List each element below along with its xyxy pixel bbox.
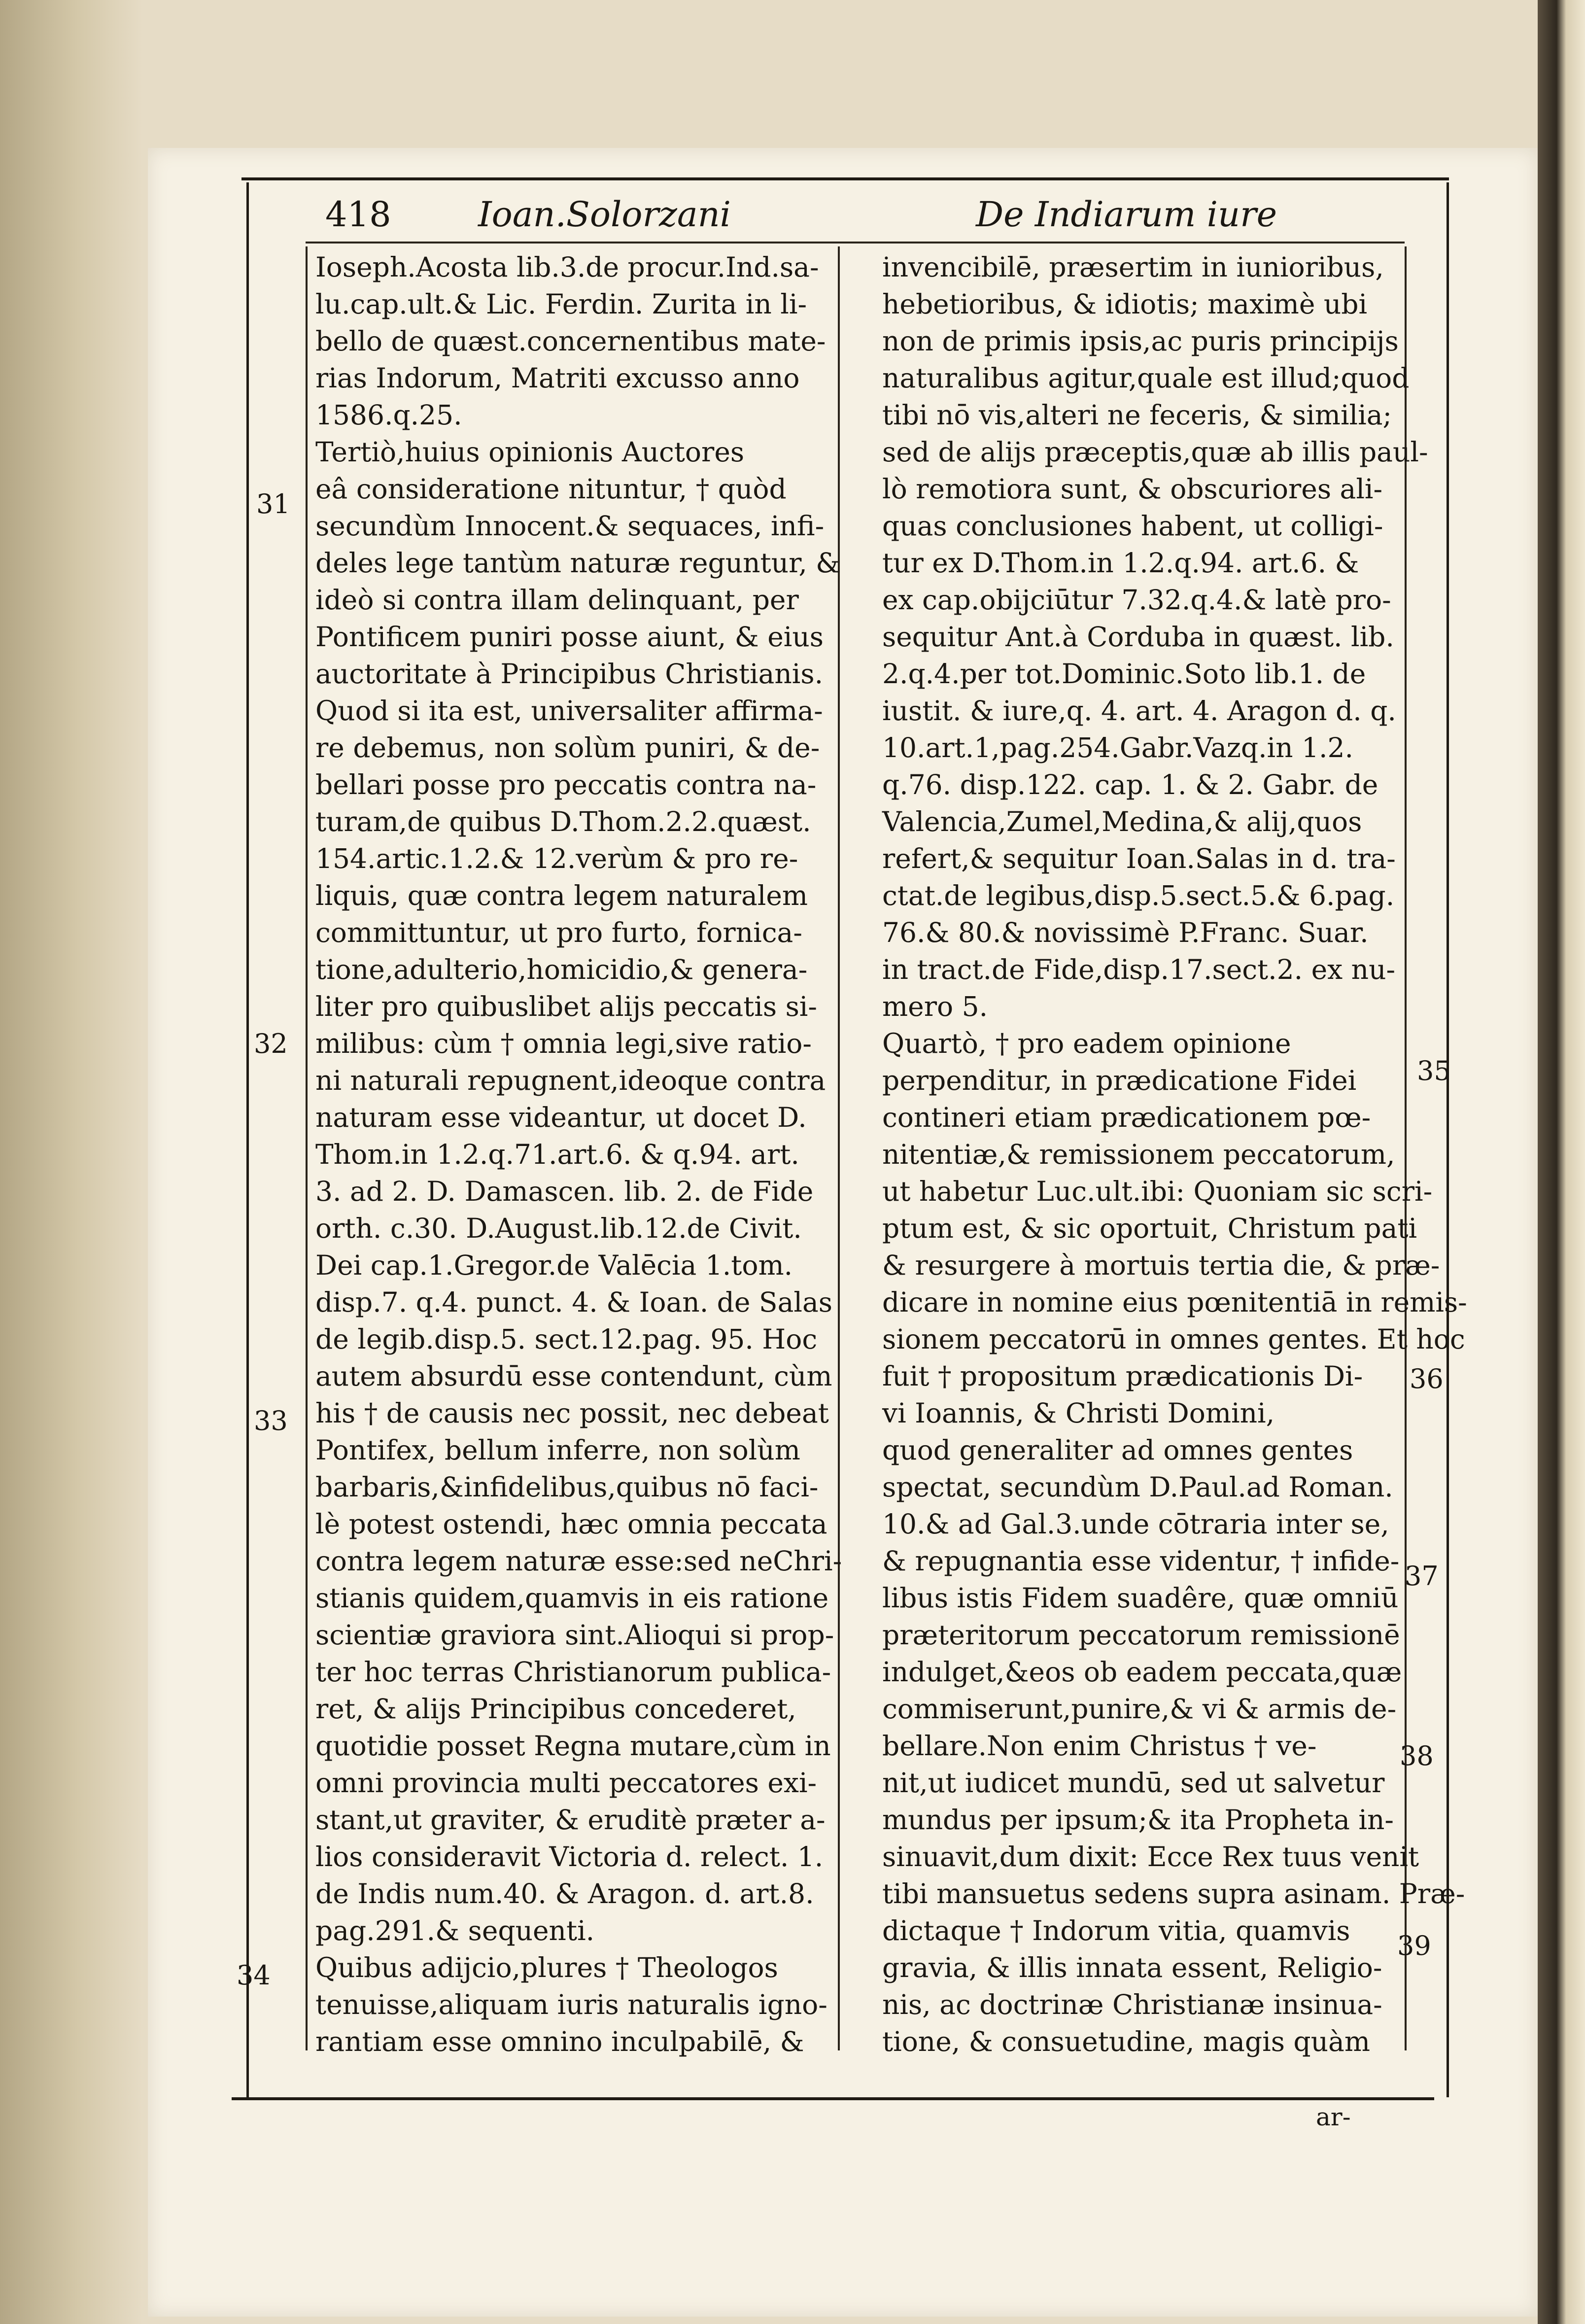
text-line: & repugnantia esse videntur, † infide- bbox=[882, 1545, 1400, 1577]
text-line: ter hoc terras Christianorum publica- bbox=[315, 1656, 831, 1688]
text-line: indulget,&eos ob eadem peccata,quæ bbox=[882, 1656, 1402, 1688]
text-line: 2.q.4.per tot.Dominic.Soto lib.1. de bbox=[882, 658, 1366, 690]
text-line: auctoritate à Principibus Christianis. bbox=[315, 658, 824, 690]
text-line: scientiæ graviora sint.Alioqui si prop- bbox=[315, 1619, 834, 1651]
facing-page-edge bbox=[1538, 0, 1585, 2324]
text-line: non de primis ipsis,ac puris principijs bbox=[882, 325, 1399, 357]
text-line: tibi nō vis,alteri ne feceris, & similia; bbox=[882, 399, 1392, 431]
text-line: dictaque † Indorum vitia, quamvis bbox=[882, 1915, 1350, 1946]
text-line: tur ex D.Thom.in 1.2.q.94. art.6. & bbox=[882, 547, 1359, 579]
text-line: ret, & alijs Principibus concederet, bbox=[315, 1693, 796, 1725]
margin-number: 39 bbox=[1397, 1930, 1431, 1961]
margin-number: 35 bbox=[1417, 1055, 1451, 1086]
margin-number: 36 bbox=[1410, 1363, 1444, 1394]
text-line: lios consideravit Victoria d. relect. 1. bbox=[315, 1841, 824, 1873]
text-line: bello de quæst.concernentibus mate- bbox=[315, 325, 826, 357]
text-line: Quibus adijcio,plures † Theologos bbox=[315, 1952, 778, 1983]
frame-rule-right bbox=[1447, 182, 1449, 2097]
text-line: stant,ut graviter, & eruditè præter a- bbox=[315, 1804, 826, 1836]
text-line: rantiam esse omnino inculpabilē, & bbox=[315, 2026, 804, 2057]
text-line: Ioseph.Acosta lib.3.de procur.Ind.sa- bbox=[315, 251, 819, 283]
page-number: 418 bbox=[325, 194, 391, 235]
margin-number: 33 bbox=[254, 1405, 288, 1436]
frame-rule-bottom bbox=[232, 2097, 1434, 2100]
text-line: iustit. & iure,q. 4. art. 4. Aragon d. q. bbox=[882, 695, 1396, 727]
text-line: Dei cap.1.Gregor.de Valēcia 1.tom. bbox=[315, 1249, 793, 1281]
text-line: vi Ioannis, & Christi Domini, bbox=[882, 1397, 1275, 1429]
text-line: tenuisse,aliquam iuris naturalis igno- bbox=[315, 1989, 827, 2020]
text-line: tione, & consuetudine, magis quàm bbox=[882, 2026, 1370, 2057]
text-line: Valencia,Zumel,Medina,& alij,quos bbox=[882, 806, 1362, 837]
text-line: 1586.q.25. bbox=[315, 399, 462, 431]
text-line: 10.art.1,pag.254.Gabr.Vazq.in 1.2. bbox=[882, 732, 1354, 763]
text-line: naturalibus agitur,quale est illud;quod bbox=[882, 362, 1410, 394]
text-line: omni provincia multi peccatores exi- bbox=[315, 1767, 817, 1799]
text-line: quotidie posset Regna mutare,cùm in bbox=[315, 1730, 831, 1762]
header-rule bbox=[306, 242, 1405, 243]
frame-rule-top bbox=[241, 177, 1449, 180]
margin-number: 32 bbox=[254, 1028, 288, 1059]
text-line: Pontifex, bellum inferre, non solùm bbox=[315, 1434, 800, 1466]
text-line: de Indis num.40. & Aragon. d. art.8. bbox=[315, 1878, 814, 1909]
text-line: disp.7. q.4. punct. 4. & Ioan. de Salas bbox=[315, 1286, 832, 1318]
text-line: refert,& sequitur Ioan.Salas in d. tra- bbox=[882, 843, 1396, 874]
text-line: ut habetur Luc.ult.ibi: Quoniam sic scri- bbox=[882, 1176, 1433, 1207]
text-line: Tertiò,huius opinionis Auctores bbox=[315, 436, 745, 468]
text-line: ni naturali repugnent,ideoque contra bbox=[315, 1065, 826, 1096]
text-line: & resurgere à mortuis tertia die, & præ- bbox=[882, 1249, 1440, 1281]
text-line: pag.291.& sequenti. bbox=[315, 1915, 595, 1946]
text-line: bellare.Non enim Christus † ve- bbox=[882, 1730, 1317, 1762]
text-line: ex cap.obijciūtur 7.32.q.4.& latè pro- bbox=[882, 584, 1391, 616]
text-line: secundùm Innocent.& sequaces, infi- bbox=[315, 510, 825, 542]
margin-number: 38 bbox=[1400, 1740, 1434, 1771]
text-line: stianis quidem,quamvis in eis ratione bbox=[315, 1582, 829, 1614]
text-line: quod generaliter ad omnes gentes bbox=[882, 1434, 1353, 1466]
text-line: dicare in nomine eius pœnitentiā in remis- bbox=[882, 1286, 1467, 1318]
text-line: quas conclusiones habent, ut colligi- bbox=[882, 510, 1383, 542]
text-line: turam,de quibus D.Thom.2.2.quæst. bbox=[315, 806, 811, 837]
text-line: ptum est, & sic oportuit, Christum pati bbox=[882, 1213, 1417, 1244]
running-head-author: Ioan.Solorzani bbox=[478, 194, 731, 235]
text-line: nitentiæ,& remissionem peccatorum, bbox=[882, 1139, 1395, 1170]
text-line: commiserunt,punire,& vi & armis de- bbox=[882, 1693, 1397, 1725]
text-line: deles lege tantùm naturæ reguntur, & bbox=[315, 547, 840, 579]
text-line: mundus per ipsum;& ita Propheta in- bbox=[882, 1804, 1394, 1836]
text-line: rias Indorum, Matriti excusso anno bbox=[315, 362, 800, 394]
left-text-column bbox=[315, 249, 842, 2060]
text-line: sionem peccatorū in omnes gentes. Et hoc bbox=[882, 1323, 1465, 1355]
text-line: invencibilē, præsertim in iunioribus, bbox=[882, 251, 1384, 283]
text-line: perpenditur, in prædicatione Fidei bbox=[882, 1065, 1357, 1096]
frame-rule-left bbox=[246, 182, 249, 2097]
text-line: ctat.de legibus,disp.5.sect.5.& 6.pag. bbox=[882, 880, 1395, 911]
text-line: eâ consideratione nituntur, † quòd bbox=[315, 473, 787, 505]
margin-number: 31 bbox=[256, 488, 290, 520]
book-gutter-shadow bbox=[0, 0, 143, 2324]
text-line: lu.cap.ult.& Lic. Ferdin. Zurita in li- bbox=[315, 288, 807, 320]
text-line: liquis, quæ contra legem naturalem bbox=[315, 880, 808, 911]
text-line: 76.& 80.& novissimè P.Franc. Suar. bbox=[882, 917, 1369, 948]
text-line: naturam esse videantur, ut docet D. bbox=[315, 1102, 807, 1133]
text-line: 3. ad 2. D. Damascen. lib. 2. de Fide bbox=[315, 1176, 814, 1207]
text-line: de legib.disp.5. sect.12.pag. 95. Hoc bbox=[315, 1323, 818, 1355]
text-line: bellari posse pro peccatis contra na- bbox=[315, 769, 817, 800]
catchword: ar- bbox=[1316, 2103, 1351, 2131]
text-line: Pontificem puniri posse aiunt, & eius bbox=[315, 621, 824, 653]
margin-number: 37 bbox=[1405, 1561, 1439, 1592]
text-line: Quod si ita est, universaliter affirma- bbox=[315, 695, 823, 727]
text-line: sequitur Ant.à Corduba in quæst. lib. bbox=[882, 621, 1394, 653]
running-head-title: De Indiarum iure bbox=[976, 194, 1277, 235]
column-rule-left bbox=[306, 246, 308, 2050]
text-line: contineri etiam prædicationem pœ- bbox=[882, 1102, 1371, 1133]
text-line: præteritorum peccatorum remissionē bbox=[882, 1619, 1400, 1651]
text-line: Thom.in 1.2.q.71.art.6. & q.94. art. bbox=[315, 1139, 799, 1170]
text-line: gravia, & illis innata essent, Religio- bbox=[882, 1952, 1382, 1983]
text-line: tibi mansuetus sedens supra asinam. Præ- bbox=[882, 1878, 1465, 1909]
text-line: 10.& ad Gal.3.unde cōtraria inter se, bbox=[882, 1508, 1389, 1540]
text-line: libus istis Fidem suadêre, quæ omniū bbox=[882, 1582, 1399, 1614]
margin-number: 34 bbox=[237, 1960, 271, 1991]
text-line: nit,ut iudicet mundū, sed ut salvetur bbox=[882, 1767, 1385, 1799]
text-line: liter pro quibuslibet alijs peccatis si- bbox=[315, 991, 817, 1022]
text-line: q.76. disp.122. cap. 1. & 2. Gabr. de bbox=[882, 769, 1378, 800]
text-line: Quartò, † pro eadem opinione bbox=[882, 1028, 1291, 1059]
text-line: orth. c.30. D.August.lib.12.de Civit. bbox=[315, 1213, 802, 1244]
text-line: nis, ac doctrinæ Christianæ insinua- bbox=[882, 1989, 1382, 2020]
text-line: his † de causis nec possit, nec debeat bbox=[315, 1397, 829, 1429]
text-line: lò remotiora sunt, & obscuriores ali- bbox=[882, 473, 1383, 505]
text-line: autem absurdū esse contendunt, cùm bbox=[315, 1360, 832, 1392]
text-line: contra legem naturæ esse:sed neChri- bbox=[315, 1545, 842, 1577]
text-line: committuntur, ut pro furto, fornica- bbox=[315, 917, 802, 948]
text-line: mero 5. bbox=[882, 991, 988, 1022]
text-line: tione,adulterio,homicidio,& genera- bbox=[315, 954, 808, 985]
text-line: hebetioribus, & idiotis; maximè ubi bbox=[882, 288, 1368, 320]
text-line: lè potest ostendi, hæc omnia peccata bbox=[315, 1508, 827, 1540]
text-line: milibus: cùm † omnia legi,sive ratio- bbox=[315, 1028, 812, 1059]
text-line: sinuavit,dum dixit: Ecce Rex tuus venit bbox=[882, 1841, 1419, 1873]
text-line: barbaris,&infidelibus,quibus nō faci- bbox=[315, 1471, 819, 1503]
text-line: fuit † propositum prædicationis Di- bbox=[882, 1360, 1363, 1392]
text-line: 154.artic.1.2.& 12.verùm & pro re- bbox=[315, 843, 798, 874]
text-line: sed de alijs præceptis,quæ ab illis paul- bbox=[882, 436, 1428, 468]
text-line: in tract.de Fide,disp.17.sect.2. ex nu- bbox=[882, 954, 1396, 985]
text-line: ideò si contra illam delinquant, per bbox=[315, 584, 799, 616]
text-line: spectat, secundùm D.Paul.ad Roman. bbox=[882, 1471, 1393, 1503]
column-rule-right bbox=[1405, 246, 1407, 2050]
column-rule-middle bbox=[838, 246, 840, 2050]
text-line: re debemus, non solùm puniri, & de- bbox=[315, 732, 820, 763]
